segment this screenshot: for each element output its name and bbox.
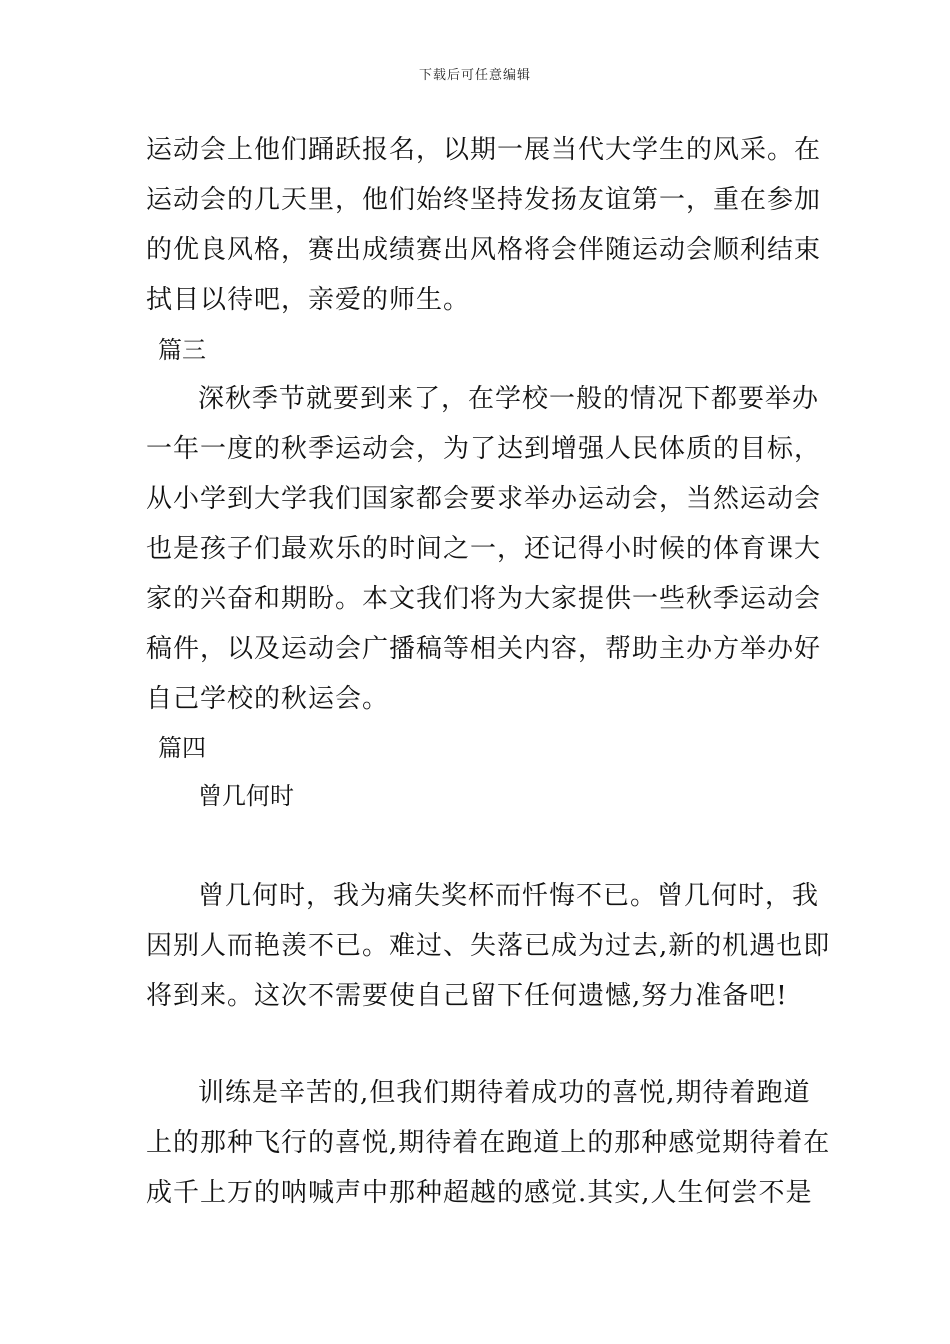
text-line: 家的兴奋和期盼。本文我们将为大家提供一些秋季运动会: [146, 584, 822, 614]
section-heading: 篇三: [158, 336, 206, 364]
text-line: 将到来。这次不需要使自己留下任何遗憾,努力准备吧!: [146, 981, 788, 1011]
text-line: 自己学校的秋运会。: [146, 684, 390, 714]
text-line: 拭目以待吧，亲爱的师生。: [146, 285, 471, 315]
text-line: 运动会上他们踊跃报名，以期一展当代大学生的风采。在: [146, 135, 822, 165]
text-line: 运动会的几天里，他们始终坚持发扬友谊第一，重在参加: [146, 185, 822, 215]
text-line: 训练是辛苦的,但我们期待着成功的喜悦,期待着跑道: [198, 1078, 811, 1108]
section-heading: 篇四: [158, 734, 206, 762]
text-line: 稿件，以及运动会广播稿等相关内容，帮助主办方举办好: [146, 634, 822, 664]
text-line: 因别人而艳羡不已。难过、失落已成为过去,新的机遇也即: [146, 931, 831, 961]
page-header: 下载后可任意编辑: [418, 68, 531, 83]
article-title: 曾几何时: [198, 782, 294, 810]
text-line: 也是孩子们最欢乐的时间之一，还记得小时候的体育课大: [146, 534, 822, 564]
text-line: 成千上万的呐喊声中那种超越的感觉.其实,人生何尝不是: [146, 1178, 813, 1208]
text-line: 一年一度的秋季运动会，为了达到增强人民体质的目标，: [146, 434, 822, 464]
text-line: 深秋季节就要到来了，在学校一般的情况下都要举办: [198, 384, 820, 414]
text-line: 的优良风格，赛出成绩赛出风格将会伴随运动会顺利结束: [146, 235, 822, 265]
text-line: 曾几何时，我为痛失奖杯而忏悔不已。曾几何时，我: [198, 881, 820, 911]
text-line: 上的那种飞行的喜悦,期待着在跑道上的那种感觉期待着在: [146, 1128, 831, 1158]
text-line: 从小学到大学我们国家都会要求举办运动会，当然运动会: [146, 484, 822, 514]
